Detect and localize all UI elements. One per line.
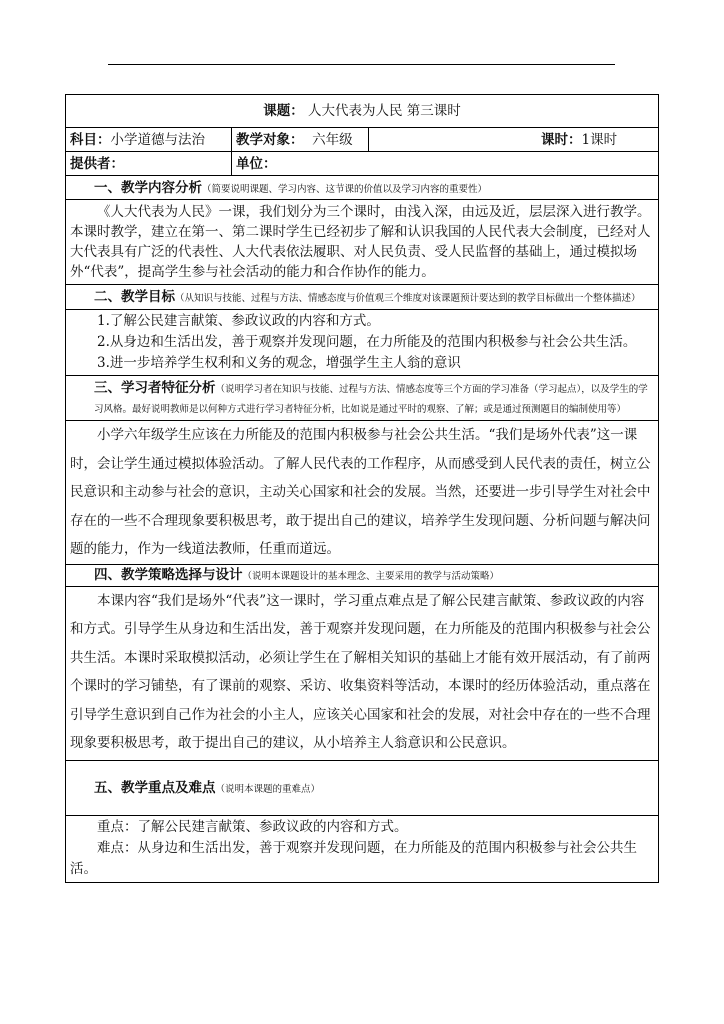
section-2-body-cell bbox=[66, 310, 659, 376]
section-2-body-row bbox=[66, 310, 659, 376]
section-1-heading bbox=[66, 176, 659, 200]
audience-value: 六年级 bbox=[312, 131, 353, 148]
title-label: 课题： bbox=[263, 103, 304, 119]
section-5-heading-row bbox=[66, 760, 659, 815]
provider-cell bbox=[66, 152, 232, 176]
section-3-body: 小学六年级学生应该在力所能及的范围内积极参与社会公共生活。“我们是场外代表”这一课时，会让学生通过模拟体验活动。了解人民代表的工作程序，从而感受到人民代表的责任，树立公民意识和主动参与社会的意识，主动关心国家和社会的发展。当然，还要进一步引导学生对社会中存在的一些不合理现象要积极思考，敢于提出自己的建议，培养学生发现问题、分析问题与解决问题的能力，作为一线道法教师，任重而道远。 bbox=[70, 427, 651, 557]
provider-label: 提供者： bbox=[70, 155, 124, 172]
section-2-title: 二、教学目标 bbox=[94, 289, 175, 305]
subject-label: 科目： bbox=[70, 131, 111, 148]
period-value: 1课时 bbox=[581, 131, 618, 148]
section-3-body-cell bbox=[66, 421, 659, 565]
unit-cell bbox=[232, 152, 659, 176]
info-row bbox=[66, 128, 659, 152]
section-1-body-cell bbox=[66, 200, 659, 285]
provider-row bbox=[66, 152, 659, 176]
section-4-title: 四、教学策略选择与设计 bbox=[94, 567, 243, 583]
section-2-heading bbox=[66, 285, 659, 310]
period-label: 课时： bbox=[541, 131, 582, 148]
section-4-note: （说明本课题设计的基本理念、主要采用的教学与活动策略） bbox=[242, 571, 500, 582]
section-3-heading-row bbox=[66, 376, 659, 421]
section-3-heading bbox=[66, 376, 659, 421]
objective-1: 1.了解公民建言献策、参政议政的内容和方式。 bbox=[97, 313, 380, 329]
subject-cell bbox=[66, 128, 232, 152]
section-2-note: （从知识与技能、过程与方法、情感态度与价值观三个维度对该课题预计要达到的教学目标做出一个整体描述） bbox=[175, 293, 641, 304]
lesson-plan-table bbox=[65, 94, 659, 883]
difficulty: 难点：从身边和生活出发，善于观察并发现问题，在力所能及的范围内积极参与社会公共生活。 bbox=[70, 839, 637, 877]
subject-value: 小学道德与法治 bbox=[110, 131, 205, 148]
header-rule bbox=[108, 64, 615, 65]
section-4-heading bbox=[66, 564, 659, 586]
section-3-title: 三、学习者特征分析 bbox=[94, 380, 216, 396]
section-1-body: 《人大代表为人民》一课，我们划分为三个课时，由浅入深，由远及近，层层深入进行教学。本课时教学，建立在第一、第二课时学生已经初步了解和认识我国的人民代表大会制度，已经对人大代表具有广泛的代表性、人大代表依法履职、对人民负责、受人民监督的基础上，通过模拟场外“代表”，提高学生参与社会活动的能力和合作协作的能力。 bbox=[70, 204, 651, 280]
objective-2: 2.从身边和生活出发，善于观察并发现问题，在力所能及的范围内积极参与社会公共生活。 bbox=[97, 334, 637, 350]
title-value: 人大代表为人民 第三课时 bbox=[308, 103, 461, 119]
section-5-heading bbox=[66, 760, 659, 815]
section-4-heading-row bbox=[66, 564, 659, 586]
section-3-note: （说明学习者在知识与技能、过程与方法、情感态度等三个方面的学习准备（学习起点），以及学生的学习风格。最好说明教师是以何种方式进行学习者特征分析，比如说是通过平时的观察、了解；或是通过预测题目的编制使用等） bbox=[94, 384, 648, 415]
section-5-title: 五、教学重点及难点 bbox=[94, 779, 216, 796]
section-2-heading-row bbox=[66, 285, 659, 310]
audience-label: 教学对象： bbox=[236, 131, 304, 148]
period-cell bbox=[369, 128, 659, 152]
section-5-body-row bbox=[66, 815, 659, 882]
objective-3: 3.进一步培养学生权利和义务的观念，增强学生主人翁的意识 bbox=[97, 355, 461, 371]
section-4-body-cell bbox=[66, 586, 659, 760]
section-1-heading-row bbox=[66, 176, 659, 200]
section-1-title: 一、教学内容分析 bbox=[94, 179, 202, 196]
section-1-body-row bbox=[66, 200, 659, 285]
section-5-body-cell bbox=[66, 815, 659, 882]
title-row bbox=[66, 95, 659, 128]
key-point: 重点：了解公民建言献策、参政议政的内容和方式。 bbox=[97, 818, 408, 835]
section-5-note: （说明本课题的重难点） bbox=[215, 783, 321, 795]
section-3-body-row bbox=[66, 421, 659, 565]
section-4-body-row bbox=[66, 586, 659, 760]
section-1-note: （简要说明课题、学习内容、这节课的价值以及学习内容的重要性） bbox=[202, 183, 488, 195]
title-cell bbox=[66, 95, 659, 128]
section-4-body: 本课内容“我们是场外“代表”这一课时，学习重点难点是了解公民建言献策、参政议政的内容和方式。引导学生从身边和生活出发，善于观察并发现问题，在力所能及的范围内积极参与社会公共生活。本课时采取模拟活动，必须让学生在了解相关知识的基础上才能有效开展活动，有了前两个课时的学习铺垫，有了课前的观察、采访、收集资料等活动，本课时的经历体验活动，重点落在引导学生意识到自己作为社会的小主人，应该关心国家和社会的发展，对社会中存在的一些不合理现象要积极思考，敢于提出自己的建议，从小培养主人翁意识和公民意识。 bbox=[70, 592, 651, 751]
audience-cell bbox=[232, 128, 369, 152]
unit-label: 单位： bbox=[236, 155, 277, 172]
